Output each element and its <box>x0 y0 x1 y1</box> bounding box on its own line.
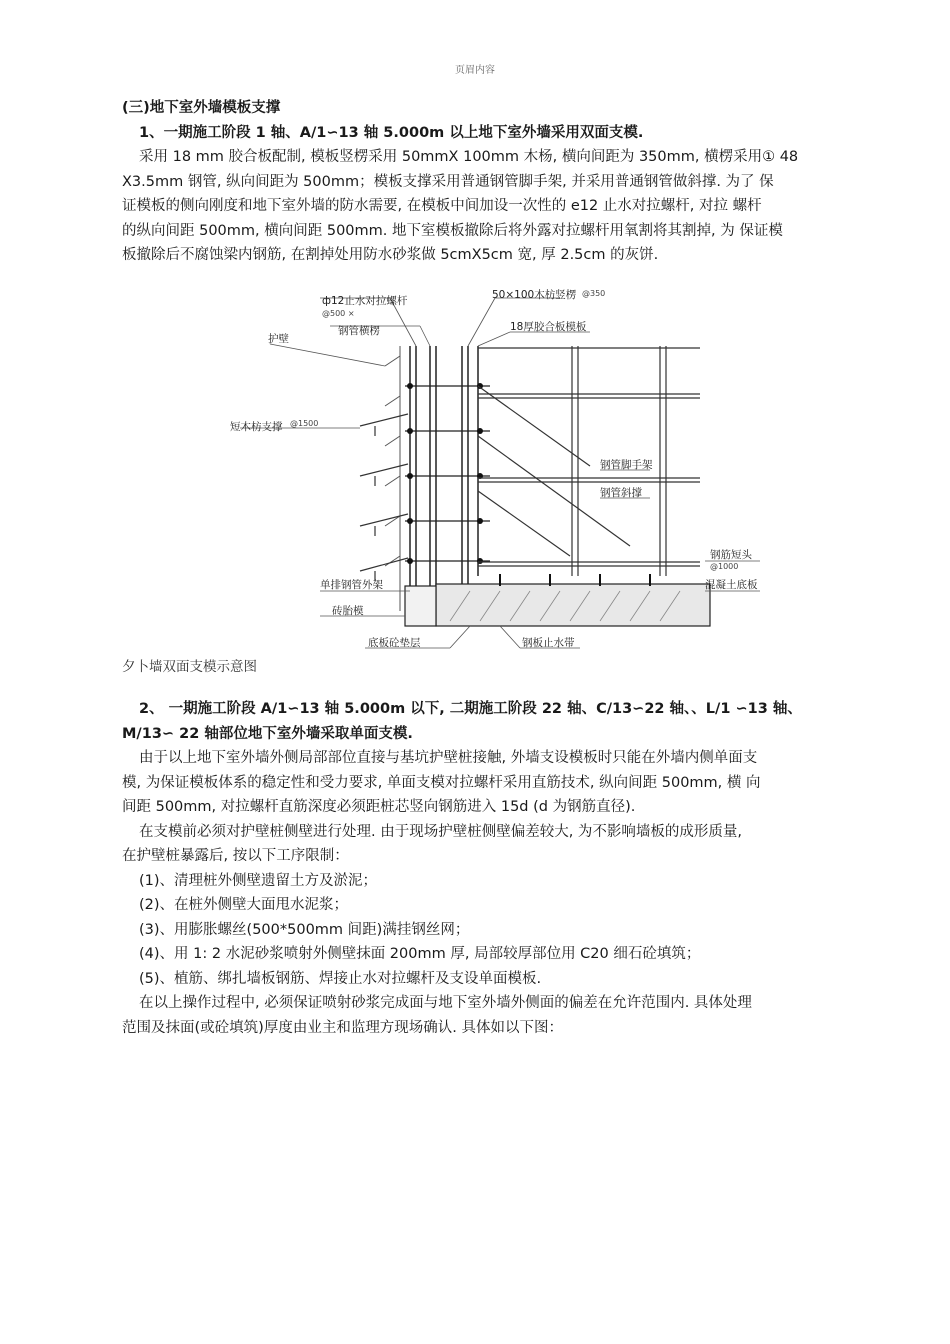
label-brick-mold: 砖胎模 <box>332 605 364 617</box>
scaffold-grid <box>478 346 700 576</box>
paragraph-line: 由于以上地下室外墙外侧局部部位直接与基坑护壁桩接触, 外墙支设模板时只能在外墙内侧单面支 <box>139 750 758 766</box>
procedure-step: (2)、在桩外侧壁大面甩水泥浆； <box>139 897 349 913</box>
section-title: (三)地下室外墙模板支撑 <box>122 100 281 116</box>
label-rebar-stub-spacing: @1000 <box>710 562 739 571</box>
paragraph-line: 证模板的侧向刚度和地下室外墙的防水需要, 在模板中间加设一次性的 e12 止水对拉螺杆, 对拉 螺杆 <box>122 198 762 214</box>
procedure-step: (3)、用膨胀螺丝(500*500mm 间距)满挂钢丝网； <box>139 921 470 938</box>
section-1 <box>122 96 882 268</box>
formwork-diagram <box>210 286 780 656</box>
label-single-row-scaffold: 单排钢管外架 <box>320 579 383 591</box>
label-short-timber-brace: 短木枋支撑 <box>230 421 283 433</box>
paragraph-line: 模, 为保证模板体系的稳定性和受力要求, 单面支模对拉螺杆采用直筋技术, 纵向间距 500mm, 横 向 <box>122 774 761 791</box>
label-scaffold: 钢管脚手架 <box>600 459 653 471</box>
retaining-wall-hatch <box>385 346 400 611</box>
paragraph-line: 在以上操作过程中, 必须保证喷射砂浆完成面与地下室外墙外侧面的偏差在允许范围内. 具体处理 <box>139 995 752 1011</box>
paragraph-line: 板撤除后不腐蚀梁内钢筋, 在割掉处用防水砂浆做 5cmX5cm 宽, 厚 2.5cm 的灰饼. <box>122 247 659 263</box>
label-tie-rod-spacing: @500 × <box>322 309 355 318</box>
concrete-slab <box>436 584 710 626</box>
label-tie-rod: ф12止水对拉螺杆 <box>322 295 408 307</box>
section-2-heading-line: 2、 一期施工阶段 A/1∽13 轴 5.000m 以下, 二期施工阶段 22 轴、C/13∽22 轴、、L/1 ∽13 轴、 <box>139 701 802 717</box>
label-retaining-wall: 护壁 <box>268 333 289 345</box>
label-rebar-stub: 钢筋短头 <box>710 549 752 561</box>
paragraph-line: 的纵向间距 500mm, 横向间距 500mm. 地下室模板撤除后将外露对拉螺杆用氧割将其割掉, 为 保证模 <box>122 222 783 239</box>
label-concrete-slab: 混凝土底板 <box>705 579 758 591</box>
paragraph-line: 在支模前必须对护壁桩侧壁进行处理. 由于现场护壁桩侧壁偏差较大, 为不影响墙板的成形质量, <box>139 823 743 840</box>
section-2 <box>122 697 882 1040</box>
short-timber-braces <box>360 414 408 581</box>
procedure-step: (1)、清理桩外侧壁遗留土方及淤泥； <box>139 872 378 889</box>
label-timber-stud-spacing: @350 <box>582 289 606 298</box>
label-plywood: 18厚胶合板模板 <box>510 321 587 333</box>
label-waterstop: 钢板止水带 <box>522 637 575 649</box>
figure-caption: 夕卜墙双面支模示意图 <box>122 659 257 675</box>
paragraph-line: 采用 18 mm 胶合板配制, 模板竖楞采用 50mmX 100mm 木杨, 横向间距为 350mm, 横楞采用① 48 <box>139 149 799 165</box>
label-diagonal-brace: 钢管斜撑 <box>600 487 642 499</box>
paragraph-line: 范围及抹面(或砼填筑)厚度由业主和监理方现场确认. 具体如以下图： <box>122 1019 564 1036</box>
procedure-step: (5)、植筋、绑扎墙板钢筋、焊接止水对拉螺杆及支设单面模板. <box>139 970 542 987</box>
page-header: 页眉内容 <box>455 65 495 76</box>
label-timber-stud: 50×100木枋竖楞 <box>492 289 577 301</box>
diagonal-braces <box>478 386 630 556</box>
paragraph-line: 在护壁桩暴露后, 按以下工序限制： <box>122 848 349 864</box>
section-1-heading: 1、一期施工阶段 1 轴、A/1∽13 轴 5.000m 以上地下室外墙采用双面支模. <box>139 124 644 141</box>
section-2-heading-line: M/13∽ 22 轴部位地下室外墙采取单面支模. <box>122 725 413 742</box>
brick-mold <box>405 586 436 626</box>
label-mortar-layer: 底板砼垫层 <box>368 637 421 649</box>
paragraph-line: X3.5mm 钢管, 纵向间距为 500mm；模板支撑采用普通钢管脚手架, 并采用普通钢管做斜撑. 为了 保 <box>122 173 774 190</box>
procedure-step: (4)、用 1: 2 水泥砂浆喷射外侧壁抹面 200mm 厚, 局部较厚部位用 C20 细石砼填筑； <box>139 946 701 962</box>
label-steel-tube-purlin: 钢管横楞 <box>338 325 380 337</box>
paragraph-line: 间距 500mm, 对拉螺杆直筋深度必须距桩芯竖向钢筋进入 15d (d 为钢筋直径). <box>122 799 636 815</box>
tie-rod-nuts <box>407 383 483 564</box>
label-short-timber-spacing: @1500 <box>290 419 319 428</box>
